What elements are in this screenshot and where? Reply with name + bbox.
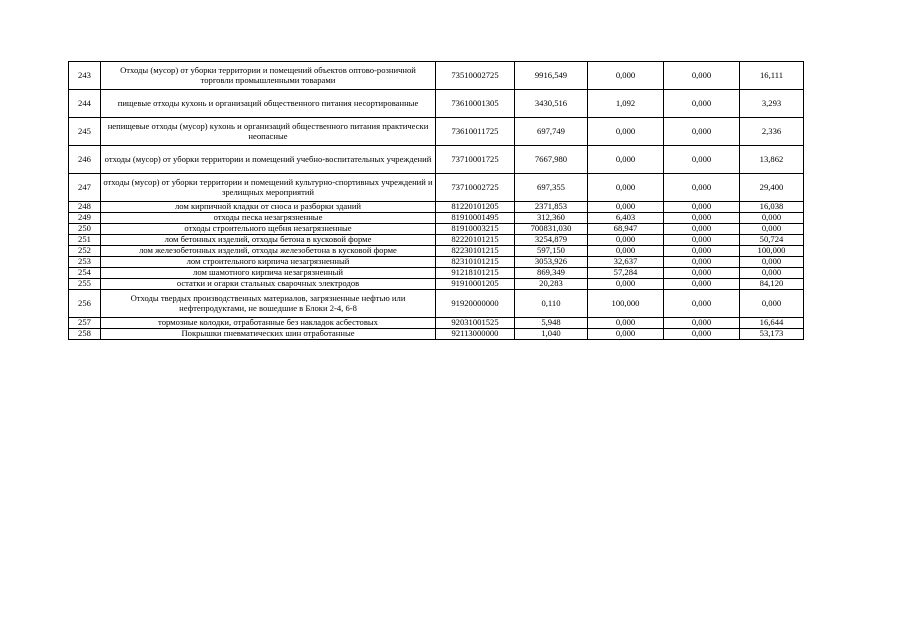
waste-name-cell: Отходы (мусор) от уборки территории и помещений объектов оптово-розничной торговли промышленными товарами <box>101 62 436 90</box>
value-cell-2: 100,000 <box>588 290 664 318</box>
row-number-cell: 251 <box>69 235 101 246</box>
value-cell-2: 0,000 <box>588 62 664 90</box>
waste-name-cell: Отходы твердых производственных материалов, загрязненные нефтью или нефтепродуктами, не вошедшие в Блоки 2-4, 6-8 <box>101 290 436 318</box>
value-cell-3: 0,000 <box>664 224 740 235</box>
waste-name-cell: лом кирпичной кладки от сноса и разборки зданий <box>101 202 436 213</box>
value-cell-4: 16,111 <box>740 62 804 90</box>
row-number-cell: 255 <box>69 279 101 290</box>
waste-code-cell: 91218101215 <box>436 268 515 279</box>
waste-table <box>68 61 804 340</box>
value-cell-3: 0,000 <box>664 174 740 202</box>
table-row <box>69 224 804 235</box>
row-number-cell: 252 <box>69 246 101 257</box>
waste-table-body <box>69 62 804 340</box>
value-cell-2: 68,947 <box>588 224 664 235</box>
value-cell-4: 0,000 <box>740 213 804 224</box>
value-cell-2: 32,637 <box>588 257 664 268</box>
value-cell-1: 869,349 <box>515 268 588 279</box>
table-row <box>69 257 804 268</box>
row-number-cell: 254 <box>69 268 101 279</box>
waste-code-cell: 73710002725 <box>436 174 515 202</box>
value-cell-4: 100,000 <box>740 246 804 257</box>
value-cell-4: 3,293 <box>740 90 804 118</box>
waste-code-cell: 81910001495 <box>436 213 515 224</box>
value-cell-1: 3430,516 <box>515 90 588 118</box>
value-cell-3: 0,000 <box>664 268 740 279</box>
waste-code-cell: 82230101215 <box>436 246 515 257</box>
table-row <box>69 329 804 340</box>
waste-name-cell: остатки и огарки стальных сварочных электродов <box>101 279 436 290</box>
table-row <box>69 174 804 202</box>
value-cell-4: 29,400 <box>740 174 804 202</box>
waste-name-cell: отходы строительного щебня незагрязненные <box>101 224 436 235</box>
value-cell-4: 53,173 <box>740 329 804 340</box>
waste-name-cell: тормозные колодки, отработанные без накладок асбестовых <box>101 318 436 329</box>
value-cell-1: 697,355 <box>515 174 588 202</box>
waste-name-cell: отходы (мусор) от уборки территории и помещений учебно-воспитательных учреждений <box>101 146 436 174</box>
waste-code-cell: 81220101205 <box>436 202 515 213</box>
value-cell-4: 2,336 <box>740 118 804 146</box>
value-cell-3: 0,000 <box>664 146 740 174</box>
value-cell-4: 0,000 <box>740 224 804 235</box>
table-row <box>69 246 804 257</box>
waste-code-cell: 91920000000 <box>436 290 515 318</box>
value-cell-3: 0,000 <box>664 213 740 224</box>
waste-name-cell: отходы песка незагрязненные <box>101 213 436 224</box>
table-row <box>69 118 804 146</box>
value-cell-3: 0,000 <box>664 62 740 90</box>
waste-code-cell: 91910001205 <box>436 279 515 290</box>
waste-name-cell: лом железобетонных изделий, отходы железобетона в кусковой форме <box>101 246 436 257</box>
value-cell-2: 0,000 <box>588 329 664 340</box>
value-cell-4: 13,862 <box>740 146 804 174</box>
waste-name-cell: лом строительного кирпича незагрязненный <box>101 257 436 268</box>
value-cell-2: 0,000 <box>588 246 664 257</box>
waste-code-cell: 92113000000 <box>436 329 515 340</box>
value-cell-1: 700831,030 <box>515 224 588 235</box>
value-cell-2: 1,092 <box>588 90 664 118</box>
table-row <box>69 290 804 318</box>
value-cell-2: 0,000 <box>588 118 664 146</box>
row-number-cell: 256 <box>69 290 101 318</box>
row-number-cell: 243 <box>69 62 101 90</box>
value-cell-1: 1,040 <box>515 329 588 340</box>
waste-name-cell: непищевые отходы (мусор) кухонь и организаций общественного питания практически неопасные <box>101 118 436 146</box>
value-cell-1: 312,360 <box>515 213 588 224</box>
row-number-cell: 253 <box>69 257 101 268</box>
value-cell-2: 0,000 <box>588 318 664 329</box>
value-cell-3: 0,000 <box>664 118 740 146</box>
value-cell-2: 0,000 <box>588 202 664 213</box>
waste-name-cell: лом бетонных изделий, отходы бетона в кусковой форме <box>101 235 436 246</box>
table-row <box>69 213 804 224</box>
value-cell-1: 5,948 <box>515 318 588 329</box>
value-cell-3: 0,000 <box>664 329 740 340</box>
value-cell-3: 0,000 <box>664 202 740 213</box>
row-number-cell: 257 <box>69 318 101 329</box>
table-row <box>69 62 804 90</box>
value-cell-1: 9916,549 <box>515 62 588 90</box>
waste-code-cell: 73510002725 <box>436 62 515 90</box>
value-cell-1: 597,150 <box>515 246 588 257</box>
waste-code-cell: 73610011725 <box>436 118 515 146</box>
waste-name-cell: отходы (мусор) от уборки территории и помещений культурно-спортивных учреждений и зрелищных мероприятий <box>101 174 436 202</box>
value-cell-4: 50,724 <box>740 235 804 246</box>
table-row <box>69 268 804 279</box>
value-cell-2: 0,000 <box>588 146 664 174</box>
value-cell-2: 57,284 <box>588 268 664 279</box>
waste-code-cell: 82310101215 <box>436 257 515 268</box>
waste-name-cell: лом шамотного кирпича незагрязненный <box>101 268 436 279</box>
value-cell-3: 0,000 <box>664 246 740 257</box>
table-row <box>69 318 804 329</box>
table-row <box>69 235 804 246</box>
value-cell-2: 0,000 <box>588 174 664 202</box>
row-number-cell: 249 <box>69 213 101 224</box>
value-cell-4: 0,000 <box>740 290 804 318</box>
value-cell-1: 20,283 <box>515 279 588 290</box>
value-cell-1: 697,749 <box>515 118 588 146</box>
row-number-cell: 258 <box>69 329 101 340</box>
value-cell-2: 0,000 <box>588 279 664 290</box>
waste-name-cell: пищевые отходы кухонь и организаций общественного питания несортированные <box>101 90 436 118</box>
value-cell-2: 0,000 <box>588 235 664 246</box>
value-cell-3: 0,000 <box>664 235 740 246</box>
value-cell-1: 3053,926 <box>515 257 588 268</box>
value-cell-1: 0,110 <box>515 290 588 318</box>
table-row <box>69 202 804 213</box>
table-row <box>69 146 804 174</box>
waste-name-cell: Покрышки пневматических шин отработанные <box>101 329 436 340</box>
value-cell-2: 6,403 <box>588 213 664 224</box>
waste-code-cell: 73710001725 <box>436 146 515 174</box>
value-cell-1: 3254,879 <box>515 235 588 246</box>
waste-code-cell: 92031001525 <box>436 318 515 329</box>
row-number-cell: 245 <box>69 118 101 146</box>
value-cell-4: 84,120 <box>740 279 804 290</box>
waste-code-cell: 82220101215 <box>436 235 515 246</box>
waste-code-cell: 73610001305 <box>436 90 515 118</box>
waste-code-cell: 81910003215 <box>436 224 515 235</box>
row-number-cell: 250 <box>69 224 101 235</box>
value-cell-4: 0,000 <box>740 268 804 279</box>
value-cell-4: 16,038 <box>740 202 804 213</box>
value-cell-3: 0,000 <box>664 290 740 318</box>
table-row <box>69 90 804 118</box>
value-cell-3: 0,000 <box>664 318 740 329</box>
value-cell-3: 0,000 <box>664 257 740 268</box>
value-cell-1: 7667,980 <box>515 146 588 174</box>
value-cell-4: 16,644 <box>740 318 804 329</box>
value-cell-3: 0,000 <box>664 279 740 290</box>
value-cell-4: 0,000 <box>740 257 804 268</box>
row-number-cell: 248 <box>69 202 101 213</box>
value-cell-1: 2371,853 <box>515 202 588 213</box>
value-cell-3: 0,000 <box>664 90 740 118</box>
table-row <box>69 279 804 290</box>
row-number-cell: 244 <box>69 90 101 118</box>
row-number-cell: 247 <box>69 174 101 202</box>
row-number-cell: 246 <box>69 146 101 174</box>
